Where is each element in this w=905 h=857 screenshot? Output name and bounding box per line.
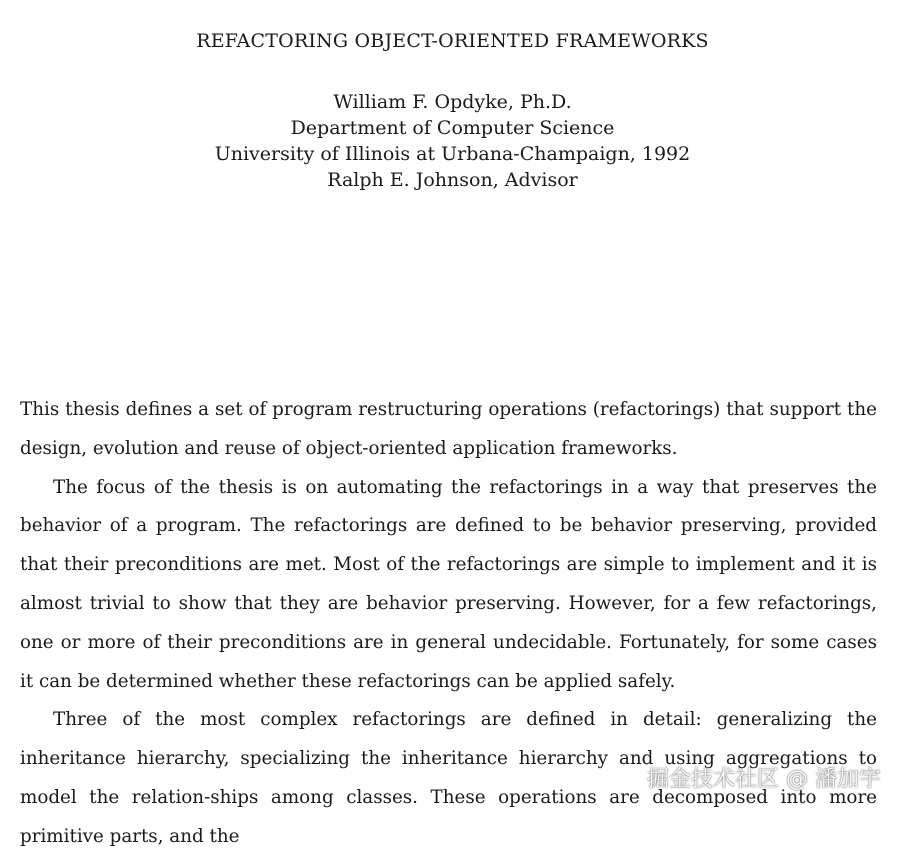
- abstract-paragraph-3: Three of the most complex refactorings are defined in detail: generalizing the inheritance hierarchy, specializing the inheritance hierarchy and using aggregations to model the relation-ships among classes. These operations are decomposed into more primitive parts, and the: [20, 709, 877, 847]
- site-watermark: 掘金技术社区 @ 潘加宇: [647, 767, 881, 792]
- paper-title: REFACTORING OBJECT-ORIENTED FRAMEWORKS: [196, 30, 709, 52]
- author-name: William F. Opdyke, Ph.D.: [333, 91, 572, 113]
- abstract-paragraph-2: The focus of the thesis is on automating the refactorings in a way that preserves the behavior of a program. The refactorings are defined to be behavior preserving, provided that their preconditions are met. Most of the refactorings are simple to implement and it is almost trivial to show that they are behavior preserving. However, for a few refactorings, one or more of their preconditions are in general undecidable. Fortunately, for some cases it can be determined whether these refactorings can be applied safely.: [20, 476, 877, 692]
- advisor-name: Ralph E. Johnson, Advisor: [327, 169, 578, 191]
- institution-name: University of Illinois at Urbana-Champaign, 1992: [214, 143, 691, 165]
- department-name: Department of Computer Science: [290, 117, 615, 139]
- abstract-paragraph-1: This thesis defines a set of program restructuring operations (refactorings) that support the design, evolution and reuse of object-oriented application frameworks.: [20, 399, 877, 459]
- author-block: [0, 89, 905, 193]
